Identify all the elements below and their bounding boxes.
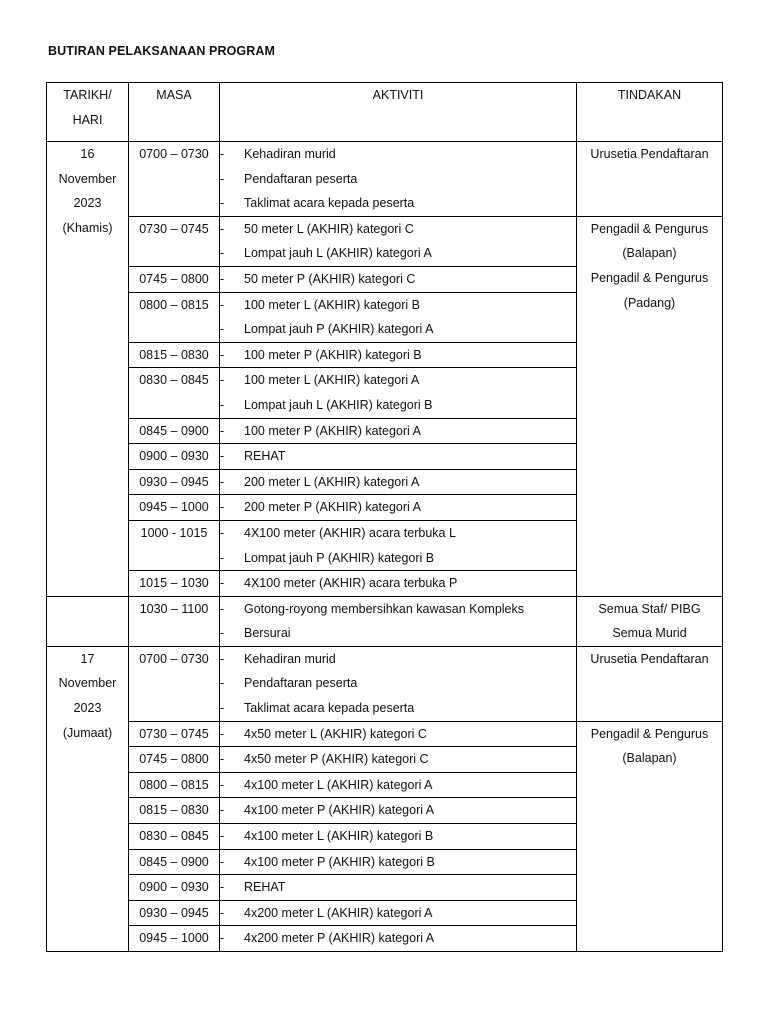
activity-item bbox=[220, 671, 576, 696]
bullet-dash: - bbox=[220, 297, 225, 312]
action-cell-line: Semua Staf/ PIBG bbox=[598, 601, 701, 616]
activity-item bbox=[220, 597, 576, 622]
bullet-dash: - bbox=[220, 676, 225, 691]
activity-item bbox=[220, 647, 576, 672]
action-cell bbox=[577, 216, 723, 596]
activity-cell bbox=[220, 469, 577, 495]
activity-cell bbox=[220, 596, 577, 646]
header-date bbox=[47, 83, 129, 142]
activity-cell bbox=[220, 824, 577, 850]
time-cell: 0900 – 0930 bbox=[129, 444, 220, 470]
activity-text: Lompat jauh P (AKHIR) kategori A bbox=[244, 322, 434, 337]
time-cell: 0845 – 0900 bbox=[129, 418, 220, 444]
activity-text: Bersurai bbox=[244, 626, 291, 641]
time-cell: 0800 – 0815 bbox=[129, 772, 220, 798]
activity-item bbox=[220, 571, 576, 596]
time-cell: 1030 – 1100 bbox=[129, 596, 220, 646]
header-action: TINDAKAN bbox=[577, 83, 723, 142]
time-cell: 0930 – 0945 bbox=[129, 469, 220, 495]
bullet-dash: - bbox=[220, 880, 225, 895]
time-cell: 0845 – 0900 bbox=[129, 849, 220, 875]
activity-item bbox=[220, 293, 576, 318]
bullet-dash: - bbox=[220, 474, 225, 489]
activity-text: 200 meter L (AKHIR) kategori A bbox=[244, 474, 420, 489]
bullet-dash: - bbox=[220, 500, 225, 515]
time-cell: 0745 – 0800 bbox=[129, 266, 220, 292]
activity-cell bbox=[220, 646, 577, 721]
activity-cell bbox=[220, 926, 577, 952]
activity-cell bbox=[220, 444, 577, 470]
table-row bbox=[47, 142, 723, 217]
action-cell-line: (Balapan) bbox=[622, 246, 677, 261]
bullet-dash: - bbox=[220, 525, 225, 540]
activity-cell bbox=[220, 875, 577, 901]
activity-cell bbox=[220, 747, 577, 773]
activity-cell bbox=[220, 772, 577, 798]
activity-text: REHAT bbox=[244, 449, 286, 464]
bullet-dash: - bbox=[220, 322, 225, 337]
activity-text: 4X100 meter (AKHIR) acara terbuka L bbox=[244, 525, 456, 540]
action-cell-line: Pengadil & Pengurus bbox=[590, 270, 709, 285]
header-row bbox=[47, 83, 723, 142]
time-cell: 0700 – 0730 bbox=[129, 142, 220, 217]
time-cell: 0900 – 0930 bbox=[129, 875, 220, 901]
bullet-dash: - bbox=[220, 147, 225, 161]
bullet-dash: - bbox=[220, 373, 225, 388]
table-row bbox=[47, 721, 723, 747]
activity-text: REHAT bbox=[244, 880, 286, 895]
action-cell bbox=[577, 646, 723, 721]
bullet-dash: - bbox=[220, 651, 225, 666]
activity-text: 4X100 meter (AKHIR) acara terbuka P bbox=[244, 576, 458, 591]
activity-item bbox=[220, 217, 576, 242]
activity-item bbox=[220, 521, 576, 546]
action-cell-line: (Balapan) bbox=[622, 751, 677, 766]
bullet-dash: - bbox=[220, 576, 225, 591]
bullet-dash: - bbox=[220, 347, 225, 362]
time-cell: 1000 - 1015 bbox=[129, 520, 220, 570]
activity-text: 50 meter P (AKHIR) kategori C bbox=[244, 271, 416, 286]
time-cell: 0830 – 0845 bbox=[129, 368, 220, 418]
activity-item bbox=[220, 191, 576, 216]
date-cell-line: 2023 bbox=[73, 196, 102, 211]
bullet-dash: - bbox=[220, 196, 225, 211]
activity-text: 200 meter P (AKHIR) kategori A bbox=[244, 500, 421, 515]
header-date-line1: TARIKH/ bbox=[63, 88, 112, 102]
activity-item bbox=[220, 419, 576, 444]
action-cell bbox=[577, 596, 723, 646]
time-cell: 0945 – 1000 bbox=[129, 495, 220, 521]
activity-cell bbox=[220, 368, 577, 418]
bullet-dash: - bbox=[220, 931, 225, 946]
activity-item bbox=[220, 470, 576, 495]
bullet-dash: - bbox=[220, 550, 225, 565]
table-row bbox=[47, 596, 723, 646]
time-cell: 0700 – 0730 bbox=[129, 646, 220, 721]
header-time: MASA bbox=[129, 83, 220, 142]
activity-text: Lompat jauh P (AKHIR) kategori B bbox=[244, 550, 435, 565]
activity-item bbox=[220, 926, 576, 951]
activity-item bbox=[220, 901, 576, 926]
schedule-table bbox=[46, 82, 723, 952]
activity-text: Taklimat acara kepada peserta bbox=[244, 701, 415, 716]
bullet-dash: - bbox=[220, 423, 225, 438]
activity-item bbox=[220, 747, 576, 772]
activity-text: 100 meter L (AKHIR) kategori A bbox=[244, 373, 420, 388]
action-line: Urusetia Pendaftaran bbox=[590, 651, 709, 666]
schedule-body bbox=[47, 83, 723, 952]
date-cell bbox=[47, 142, 129, 597]
activity-cell bbox=[220, 849, 577, 875]
activity-item bbox=[220, 722, 576, 747]
activity-item bbox=[220, 875, 576, 900]
activity-cell bbox=[220, 900, 577, 926]
action-cell-line: Pengadil & Pengurus bbox=[590, 221, 709, 236]
action-cell bbox=[577, 142, 723, 217]
activity-item bbox=[220, 444, 576, 469]
activity-text: 50 meter L (AKHIR) kategori C bbox=[244, 221, 414, 236]
activity-item bbox=[220, 495, 576, 520]
activity-text: 4x200 meter L (AKHIR) kategori A bbox=[244, 905, 433, 920]
activity-cell bbox=[220, 216, 577, 266]
action-cell-line: Pengadil & Pengurus bbox=[590, 726, 709, 741]
activity-cell bbox=[220, 342, 577, 368]
bullet-dash: - bbox=[220, 854, 225, 869]
time-cell: 1015 – 1030 bbox=[129, 571, 220, 597]
activity-item bbox=[220, 241, 576, 266]
activity-text: 4x50 meter L (AKHIR) kategori C bbox=[244, 726, 427, 741]
activity-text: 4x100 meter L (AKHIR) kategori A bbox=[244, 777, 433, 792]
date-cell-line: (Khamis) bbox=[62, 220, 113, 235]
action-cell-line: (Padang) bbox=[623, 295, 676, 310]
activity-text: Kehadiran murid bbox=[244, 147, 336, 161]
activity-text: 4x100 meter L (AKHIR) kategori B bbox=[244, 829, 434, 844]
activity-item bbox=[220, 798, 576, 823]
activity-item bbox=[220, 317, 576, 342]
bullet-dash: - bbox=[220, 449, 225, 464]
activity-item bbox=[220, 267, 576, 292]
activity-cell bbox=[220, 292, 577, 342]
activity-text: 4x200 meter P (AKHIR) kategori A bbox=[244, 931, 435, 946]
document-title: BUTIRAN PELAKSANAAN PROGRAM bbox=[48, 44, 276, 58]
date-cell-line: (Jumaat) bbox=[62, 725, 113, 740]
activity-text: Gotong-royong membersihkan kawasan Kompleks bbox=[244, 601, 524, 616]
activity-item bbox=[220, 142, 576, 167]
bullet-dash: - bbox=[220, 701, 225, 716]
date-cell-line: 2023 bbox=[73, 701, 102, 716]
activity-text: 100 meter P (AKHIR) kategori A bbox=[244, 423, 421, 438]
activity-text: 100 meter P (AKHIR) kategori B bbox=[244, 347, 422, 362]
activity-cell bbox=[220, 571, 577, 597]
bullet-dash: - bbox=[220, 752, 225, 767]
activity-cell bbox=[220, 142, 577, 217]
activity-item bbox=[220, 368, 576, 393]
time-cell: 0930 – 0945 bbox=[129, 900, 220, 926]
bullet-dash: - bbox=[220, 803, 225, 818]
header-date-line2: HARI bbox=[72, 113, 103, 127]
action-cell bbox=[577, 721, 723, 951]
activity-cell bbox=[220, 721, 577, 747]
bullet-dash: - bbox=[220, 246, 225, 261]
date-cell-line: 16 bbox=[80, 147, 95, 161]
time-cell: 0800 – 0815 bbox=[129, 292, 220, 342]
table-row bbox=[47, 216, 723, 266]
activity-text: 4x100 meter P (AKHIR) kategori B bbox=[244, 854, 435, 869]
bullet-dash: - bbox=[220, 271, 225, 286]
activity-text: 100 meter L (AKHIR) kategori B bbox=[244, 297, 420, 312]
date-cell-line: November bbox=[58, 676, 117, 691]
bullet-dash: - bbox=[220, 601, 225, 616]
activity-cell bbox=[220, 266, 577, 292]
activity-item bbox=[220, 850, 576, 875]
activity-item bbox=[220, 343, 576, 368]
activity-item bbox=[220, 167, 576, 192]
activity-item bbox=[220, 824, 576, 849]
activity-cell bbox=[220, 798, 577, 824]
table-row bbox=[47, 646, 723, 721]
header-activity: AKTIVITI bbox=[220, 83, 577, 142]
time-cell: 0830 – 0845 bbox=[129, 824, 220, 850]
date-cell bbox=[47, 646, 129, 951]
time-cell: 0730 – 0745 bbox=[129, 216, 220, 266]
action-cell-line: Semua Murid bbox=[612, 626, 687, 641]
time-cell: 0730 – 0745 bbox=[129, 721, 220, 747]
activity-item bbox=[220, 546, 576, 571]
bullet-dash: - bbox=[220, 171, 225, 186]
activity-text: 4x100 meter P (AKHIR) kategori A bbox=[244, 803, 435, 818]
activity-text: Lompat jauh L (AKHIR) kategori B bbox=[244, 397, 433, 412]
date-cell-line: November bbox=[58, 171, 117, 186]
bullet-dash: - bbox=[220, 726, 225, 741]
time-cell: 0815 – 0830 bbox=[129, 342, 220, 368]
activity-text: Kehadiran murid bbox=[244, 651, 336, 666]
activity-cell bbox=[220, 520, 577, 570]
time-cell: 0745 – 0800 bbox=[129, 747, 220, 773]
time-cell: 0945 – 1000 bbox=[129, 926, 220, 952]
activity-text: Lompat jauh L (AKHIR) kategori A bbox=[244, 246, 432, 261]
activity-cell bbox=[220, 495, 577, 521]
action-line: Urusetia Pendaftaran bbox=[590, 147, 709, 161]
activity-text: Pendaftaran peserta bbox=[244, 676, 358, 691]
activity-text: 4x50 meter P (AKHIR) kategori C bbox=[244, 752, 429, 767]
time-cell: 0815 – 0830 bbox=[129, 798, 220, 824]
activity-item bbox=[220, 621, 576, 646]
activity-text: Taklimat acara kepada peserta bbox=[244, 196, 415, 211]
activity-text: Pendaftaran peserta bbox=[244, 171, 358, 186]
bullet-dash: - bbox=[220, 397, 225, 412]
date-cell-line: 17 bbox=[80, 651, 95, 666]
date-cell-empty bbox=[47, 596, 129, 646]
bullet-dash: - bbox=[220, 829, 225, 844]
bullet-dash: - bbox=[220, 221, 225, 236]
activity-cell bbox=[220, 418, 577, 444]
bullet-dash: - bbox=[220, 905, 225, 920]
bullet-dash: - bbox=[220, 777, 225, 792]
activity-item bbox=[220, 773, 576, 798]
activity-item bbox=[220, 393, 576, 418]
activity-item bbox=[220, 696, 576, 721]
bullet-dash: - bbox=[220, 626, 225, 641]
